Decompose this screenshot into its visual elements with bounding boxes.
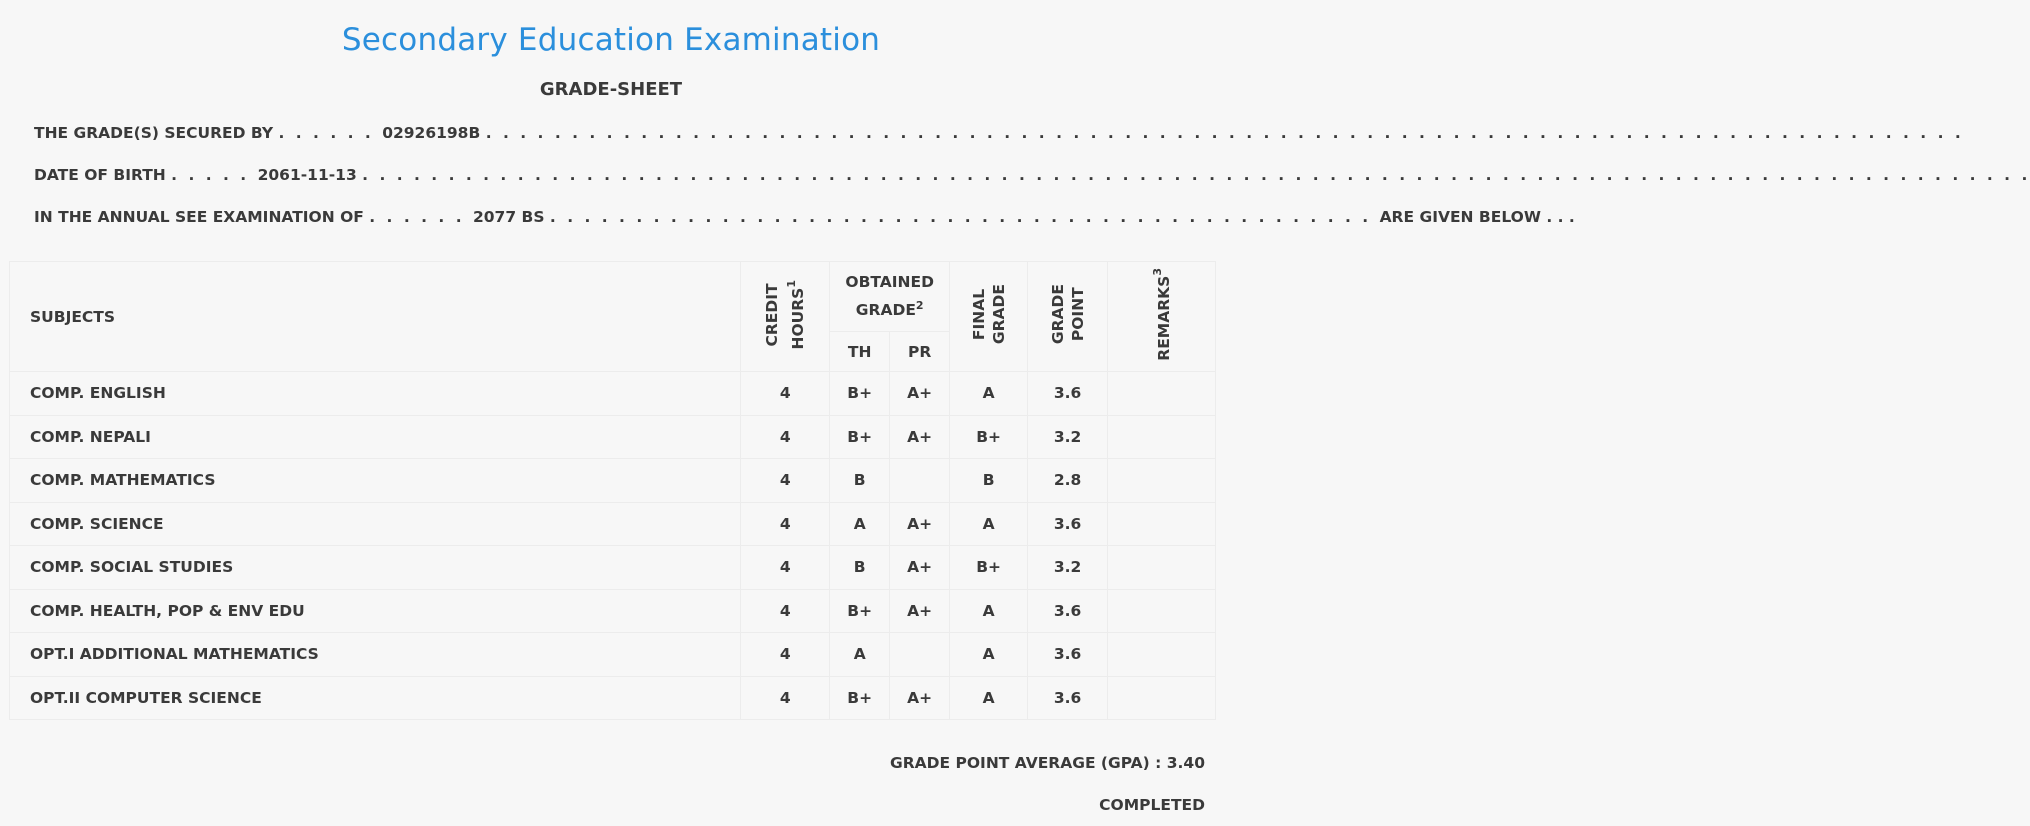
remarks-sup: 3 [1151, 268, 1165, 276]
final-grade-cell: B [950, 459, 1028, 503]
secured-by-value: 02926198B [382, 124, 481, 142]
grade-sheet-heading: GRADE-SHEET [539, 79, 683, 100]
dot-leader: . . . . . . [278, 124, 383, 142]
grade-point-cell: 3.6 [1028, 372, 1108, 416]
th-grade-cell: B+ [830, 372, 890, 416]
obtained-grade-header: OBTAINED GRADE$^2$ [830, 262, 950, 332]
final-grade-cell: A [950, 372, 1028, 416]
credit-hours-cell: 4 [741, 372, 830, 416]
table-row [10, 372, 1216, 416]
table-row [10, 415, 1216, 459]
subject-cell: COMP. SOCIAL STUDIES [10, 546, 741, 590]
th-grade-cell: B+ [830, 415, 890, 459]
grade-point-cell: 3.2 [1028, 546, 1108, 590]
remarks-cell [1108, 372, 1216, 416]
grade-rows [10, 372, 1216, 720]
dob-value: 2061-11-13 [257, 166, 357, 184]
remarks-text: REMARKS [1155, 275, 1174, 361]
th-grade-cell: A [830, 633, 890, 677]
page-title: Secondary Education Examination [341, 22, 881, 58]
th-header: TH [830, 332, 890, 372]
pr-grade-cell [890, 459, 950, 503]
table-row [10, 589, 1216, 633]
grade-point-cell: 3.6 [1028, 676, 1108, 720]
exam-value: 2077 BS [472, 208, 545, 226]
subject-cell: COMP. SCIENCE [10, 502, 741, 546]
remarks-cell [1108, 459, 1216, 503]
pr-grade-cell: A+ [890, 502, 950, 546]
dot-leader: . . . . . . [369, 208, 473, 226]
remarks-cell [1108, 502, 1216, 546]
final-grade-cell: A [950, 676, 1028, 720]
table-row [10, 459, 1216, 503]
final-grade-cell: A [950, 502, 1028, 546]
subject-cell: COMP. NEPALI [10, 415, 741, 459]
grade-point-cell: 3.6 [1028, 633, 1108, 677]
grade-point-cell: 3.2 [1028, 415, 1108, 459]
credit-hours-cell: 4 [741, 589, 830, 633]
dot-leader: . . . . . . . . . . . . . . . . . . . . . . . . . . . . . . . . . . . . . . . . . . . . . . . . . . . . . . . . . . . . . . . . . . . . . . . . . . . . . . . . . . . . . . [485, 124, 1964, 142]
remarks-cell [1108, 589, 1216, 633]
table-row [10, 633, 1216, 677]
subjects-header-label: SUBJECTS [30, 307, 116, 326]
header-row [10, 262, 1216, 332]
grade-point-cell: 2.8 [1028, 459, 1108, 503]
pr-grade-cell: A+ [890, 589, 950, 633]
credit-hours-header [741, 262, 830, 372]
obtained-sup: 2 [915, 299, 924, 313]
gpa-summary: GRADE POINT AVERAGE (GPA) : 3.40 [890, 754, 1205, 772]
th-grade-cell: B+ [830, 676, 890, 720]
final-grade-cell: A [950, 633, 1028, 677]
remarks-cell [1108, 546, 1216, 590]
subject-cell: COMP. ENGLISH [10, 372, 741, 416]
remarks-cell [1108, 633, 1216, 677]
dot-leader: . . . . . [171, 166, 258, 184]
dob-line [34, 166, 2030, 184]
dot-leader: . . . . . . . . . . . . . . . . . . . . . . . . . . . . . . . . . . . . . . . . . . . . . . . . . . . . . . . . . . . . . . . . . . . . . . . . . . . . . . . . . . . . . . . . . . . . . . . . . [362, 166, 2030, 184]
dot-leader: . . . . . . . . . . . . . . . . . . . . . . . . . . . . . . . . . . . . . . . . . . . . . . . . [549, 208, 1380, 226]
remarks-cell [1108, 676, 1216, 720]
pr-grade-cell [890, 633, 950, 677]
secured-by-line [34, 124, 1964, 142]
grade-point-header [1028, 262, 1108, 372]
table-row [10, 502, 1216, 546]
grade-point-cell: 3.6 [1028, 502, 1108, 546]
table-row [10, 546, 1216, 590]
th-grade-cell: B+ [830, 589, 890, 633]
final-grade-label: FINAL GRADE [969, 284, 1008, 345]
grades-table [9, 261, 1216, 720]
credit-hours-cell: 4 [741, 676, 830, 720]
subjects-header [10, 262, 741, 372]
pr-header: PR [890, 332, 950, 372]
exam-label: IN THE ANNUAL SEE EXAMINATION OF [34, 208, 364, 226]
grade-point-label: GRADE POINT [1048, 284, 1087, 345]
remarks-cell [1108, 415, 1216, 459]
final-grade-cell: B+ [950, 415, 1028, 459]
final-grade-cell: B+ [950, 546, 1028, 590]
pr-grade-cell: A+ [890, 372, 950, 416]
exam-line [34, 208, 1575, 226]
remarks-label [1148, 268, 1174, 361]
credit-hours-cell: 4 [741, 633, 830, 677]
remarks-header [1108, 262, 1216, 372]
secured-by-label: THE GRADE(S) SECURED BY [34, 124, 274, 142]
final-grade-cell: A [950, 589, 1028, 633]
th-grade-cell: A [830, 502, 890, 546]
th-grade-cell: B [830, 546, 890, 590]
pr-grade-cell: A+ [890, 676, 950, 720]
grade-point-cell: 3.6 [1028, 589, 1108, 633]
credit-hours-cell: 4 [741, 546, 830, 590]
pr-grade-cell: A+ [890, 415, 950, 459]
pr-grade-cell: A+ [890, 546, 950, 590]
exam-suffix: ARE GIVEN BELOW . . . [1379, 208, 1575, 226]
result-status: COMPLETED [1099, 796, 1205, 814]
subject-cell: OPT.II COMPUTER SCIENCE [10, 676, 741, 720]
dob-label: DATE OF BIRTH [34, 166, 166, 184]
credit-hours-cell: 4 [741, 459, 830, 503]
credit-hours-cell: 4 [741, 415, 830, 459]
subject-cell: COMP. MATHEMATICS [10, 459, 741, 503]
credit-hours-label: CREDIT HOURS$^1$ [763, 279, 808, 350]
table-row [10, 676, 1216, 720]
final-grade-header [950, 262, 1028, 372]
subject-cell: OPT.I ADDITIONAL MATHEMATICS [10, 633, 741, 677]
credit-hours-cell: 4 [741, 502, 830, 546]
credit-sup: 1 [785, 279, 799, 288]
subject-cell: COMP. HEALTH, POP & ENV EDU [10, 589, 741, 633]
th-grade-cell: B [830, 459, 890, 503]
